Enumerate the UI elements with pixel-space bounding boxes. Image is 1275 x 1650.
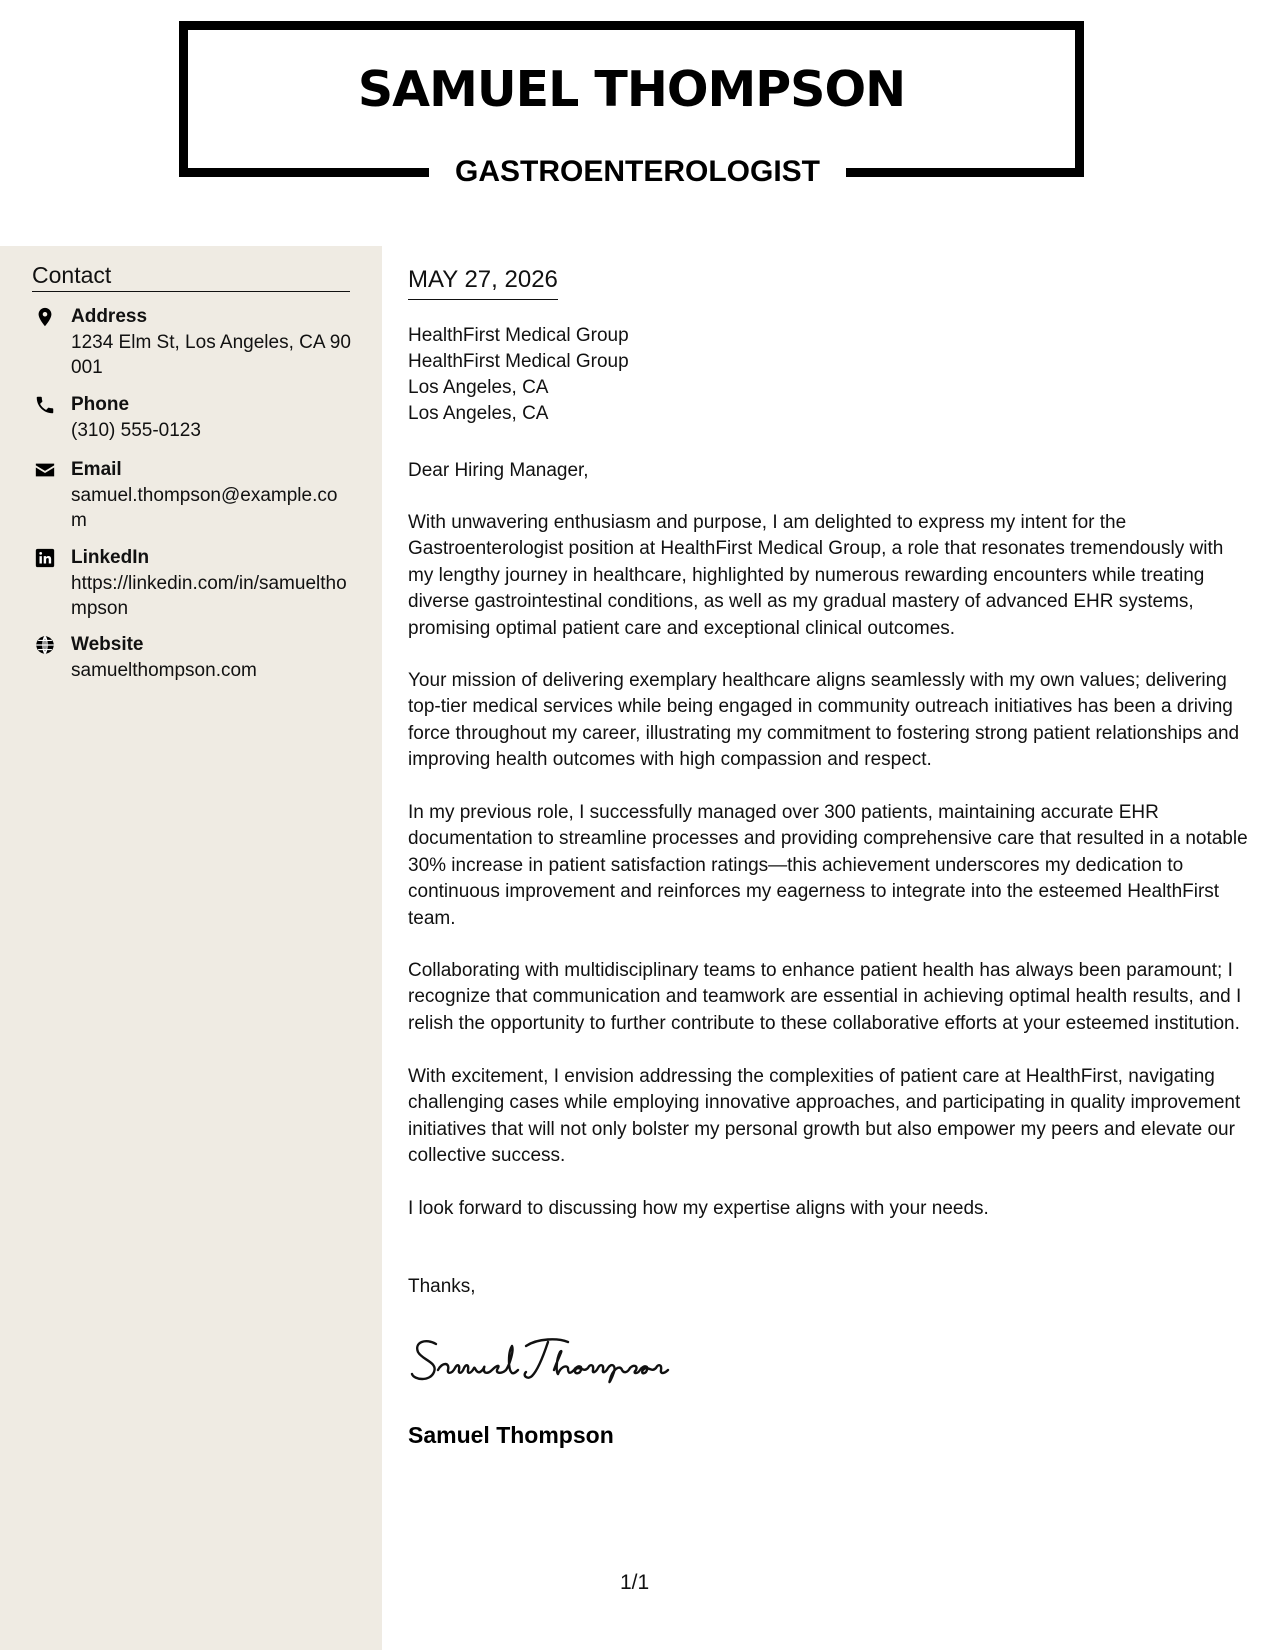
contact-value: (310) 555-0123 — [71, 420, 201, 441]
job-title: GASTROENTEROLOGIST — [454, 155, 820, 188]
recipient-line: HealthFirst Medical Group — [408, 325, 629, 346]
contact-value: samuel.thompson@example.com — [71, 485, 338, 531]
body-paragraph: In my previous role, I successfully managed over 300 patients, maintaining accurate EHR documentation to streamline processes and providing comprehensive care that resulted in a notable 30% increase in patient satisfaction ratings—this achievement underscores my dedication to continuous improvement and reinforces my eagerness to integrate into the esteemed HealthFirst team. — [408, 802, 1248, 929]
contact-label: LinkedIn — [71, 547, 150, 568]
body-paragraph: With excitement, I envision addressing the complexities of patient care at HealthFirst, navigating challenging cases while employing innovative approaches, and participating in quality improvement initiatives that will not only bolster my personal growth but also empower my peers and elevate our collective success. — [408, 1066, 1241, 1167]
recipient-line: Los Angeles, CA — [408, 403, 549, 424]
contact-label: Address — [71, 306, 148, 327]
letter-date: MAY 27, 2026 — [408, 265, 558, 300]
contact-label: Phone — [71, 394, 130, 415]
signer-name: Samuel Thompson — [408, 1422, 614, 1448]
contact-label: Website — [71, 634, 144, 655]
phone-icon — [34, 394, 56, 416]
salutation: Dear Hiring Manager, — [408, 460, 589, 481]
recipient-line: HealthFirst Medical Group — [408, 351, 629, 372]
body-paragraph: With unwavering enthusiasm and purpose, I am delighted to express my intent for the Gastroenterologist position at HealthFirst Medical Group, a role that resonates tremendously with my lengthy journey in healthcare, highlighted by numerous rewarding encounters while treating diverse gastrointestinal conditions, as well as my gradual mastery of advanced EHR systems, promising optimal patient care and exceptional clinical outcomes. — [408, 512, 1224, 639]
contact-value: https://linkedin.com/in/samuelthompson — [71, 573, 347, 619]
handwritten-signature — [408, 1330, 678, 1390]
body-paragraph: Collaborating with multidisciplinary teams to enhance patient health has always been paramount; I recognize that communication and teamwork are essential in achieving optimal health results, and I relish the opportunity to further contribute to these collaborative efforts at your esteemed institution. — [408, 960, 1242, 1034]
closing: Thanks, — [408, 1276, 476, 1297]
globe-icon — [34, 634, 56, 656]
recipient-line: Los Angeles, CA — [408, 377, 549, 398]
contact-sidebar — [0, 246, 382, 1650]
header-frame-bottom-left — [179, 168, 429, 177]
page-number: 1/1 — [620, 1571, 650, 1594]
linkedin-icon — [34, 547, 56, 569]
body-paragraph: I look forward to discussing how my expertise aligns with your needs. — [408, 1198, 989, 1219]
applicant-name: SAMUEL THOMPSON — [357, 61, 906, 118]
header-frame-bottom-right — [846, 168, 1084, 177]
contact-label: Email — [71, 459, 122, 480]
contact-value: samuelthompson.com — [71, 660, 257, 681]
contact-heading: Contact — [32, 260, 350, 292]
recipient-address — [408, 323, 629, 427]
envelope-icon — [34, 459, 56, 481]
map-pin-icon — [34, 306, 56, 328]
body-paragraph: Your mission of delivering exemplary healthcare aligns seamlessly with my own values; delivering top-tier medical services while being engaged in community outreach initiatives has been a driving force throughout my career, illustrating my commitment to fostering strong patient relationships and improving health outcomes with high compassion and respect. — [408, 670, 1240, 771]
contact-value: 1234 Elm St, Los Angeles, CA 90001 — [71, 332, 351, 378]
